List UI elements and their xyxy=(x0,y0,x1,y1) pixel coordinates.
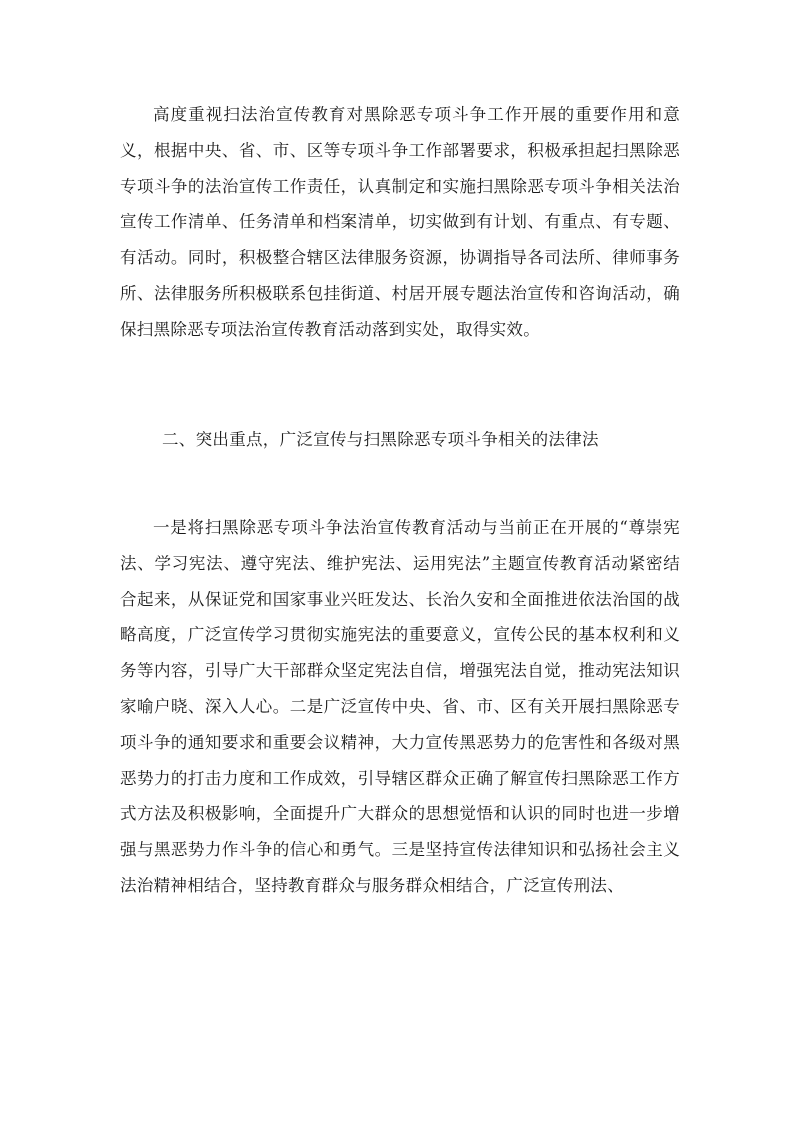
section-heading-2: 二、突出重点，广泛宣传与扫黑除恶专项斗争相关的法律法 xyxy=(162,430,599,449)
body-paragraph-1: 高度重视扫法治宣传教育对黑除恶专项斗争工作开展的重要作用和意义，根据中央、省、市、区等专项斗争工作部署要求，积极承担起扫黑除恶专项斗争的法治宣传工作责任，认真制定和实施扫黑除恶专项斗争相关法治宣传工作清单、任务清单和档案清单，切实做到有计划、有重点、有专题、有活动。同时，积极整合辖区法律服务资源，协调指导各司法所、律师事务所、法律服务所积极联系包挂街道、村居开展专题法治宣传和咨询活动，确保扫黑除恶专项法治宣传教育活动落到实处，取得实效。 xyxy=(120,105,680,339)
body-paragraph-2: 一是将扫黑除恶专项斗争法治宣传教育活动与当前正在开展的“尊崇宪法、学习宪法、遵守宪法、维护宪法、运用宪法”主题宣传教育活动紧密结合起来，从保证党和国家事业兴旺发达、长治久安和全面推进依法治国的战略高度，广泛宣传学习贯彻实施宪法的重要意义，宣传公民的基本权利和义务等内容，引导广大干部群众坚定宪法自信，增强宪法自觉，推动宪法知识家喻户晓、深入人心。二是广泛宣传中央、省、市、区有关开展扫黑除恶专项斗争的通知要求和重要会议精神，大力宣传黑恶势力的危害性和各级对黑恶势力的打击力度和工作成效，引导辖区群众正确了解宣传扫黑除恶工作方式方法及积极影响，全面提升广大群众的思想觉悟和认识的同时也进一步增强与黑恶势力作斗争的信心和勇气。三是坚持宣传法律知识和弘扬社会主义法治精神相结合，坚持教育群众与服务群众相结合，广泛宣传刑法、 xyxy=(120,518,680,895)
